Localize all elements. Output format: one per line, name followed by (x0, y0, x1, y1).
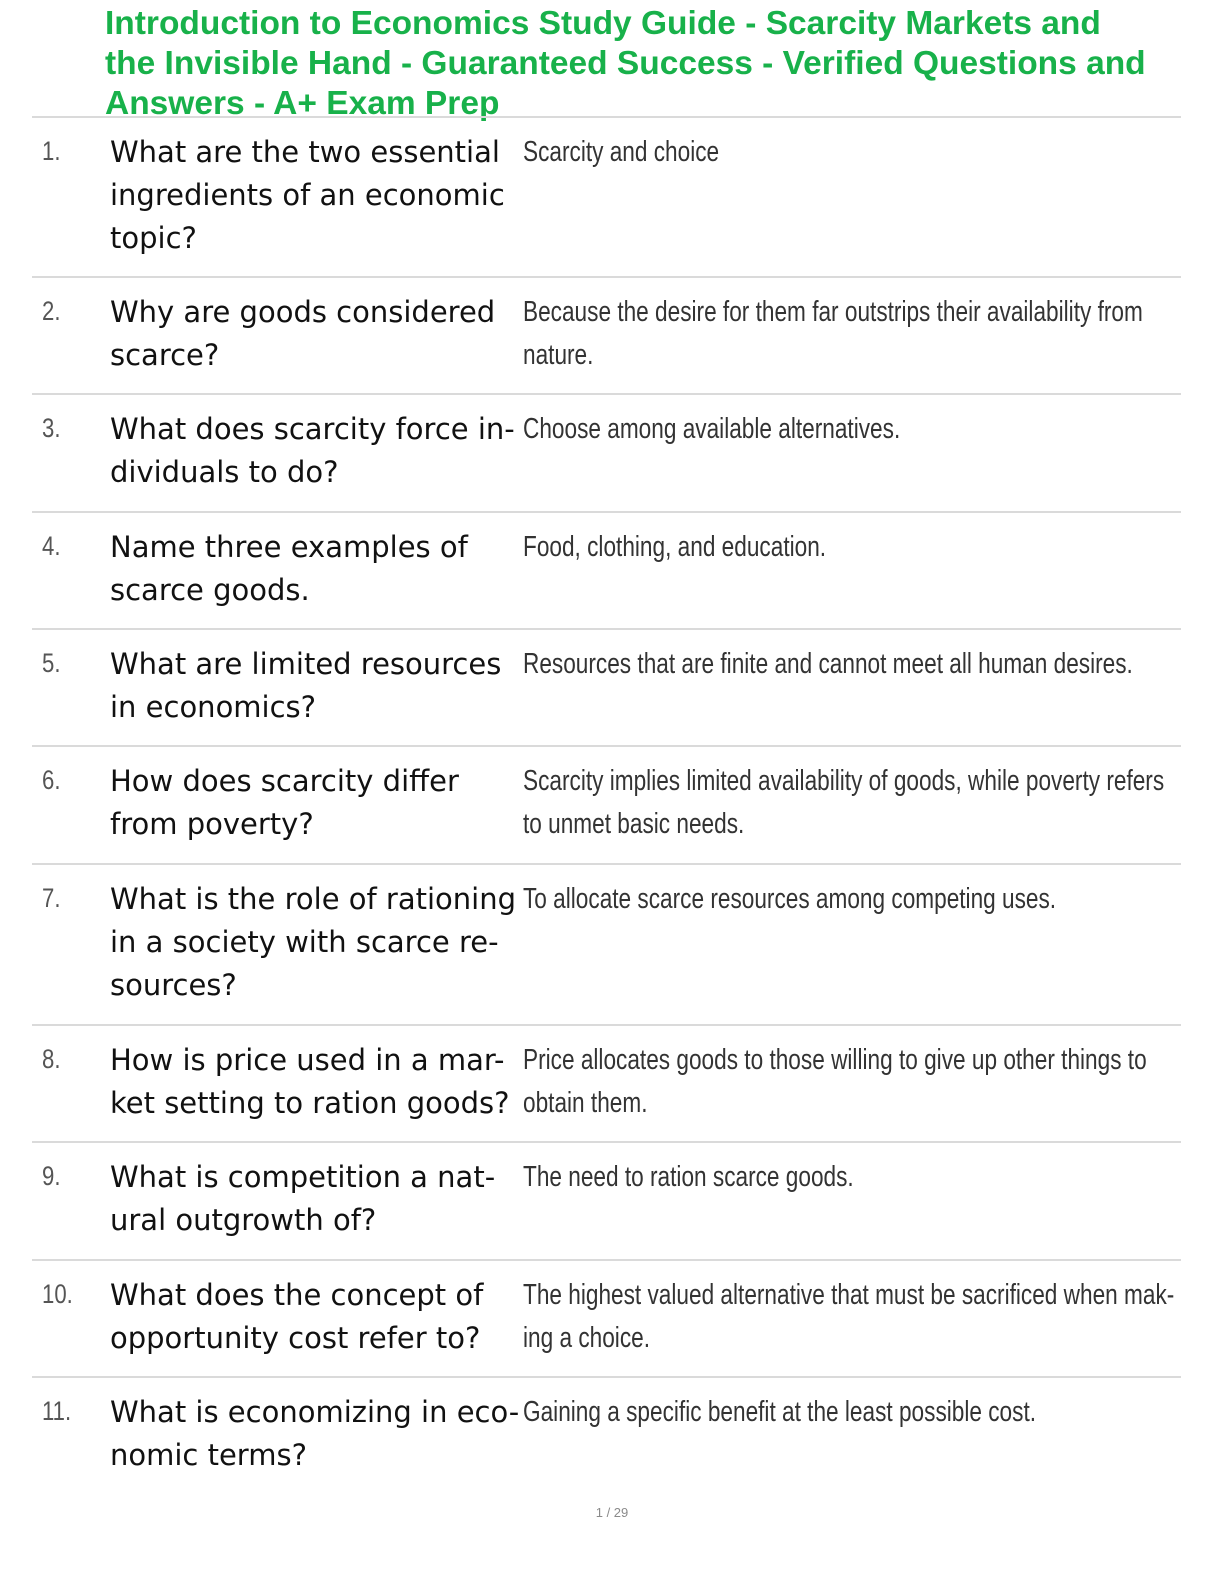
qa-row (32, 747, 1181, 865)
question-number: 10. (42, 1279, 73, 1309)
qa-row (32, 513, 1181, 630)
answer-text (523, 1039, 1147, 1125)
answer-text (523, 1156, 854, 1199)
question-number: 8. (42, 1044, 61, 1074)
answer-text (523, 408, 900, 451)
title-line: Answers - A+ Exam Prep (105, 85, 500, 122)
qa-row (32, 395, 1181, 513)
qa-row (32, 1378, 1181, 1495)
question-text (110, 760, 530, 846)
question-line: ket setting to ration goods? (110, 1086, 510, 1120)
page-indicator: 1 / 29 (595, 1505, 629, 1520)
answer-line: nature. (523, 339, 594, 371)
question-line: What is the role of rationing (110, 882, 517, 916)
question-line: Why are goods considered (110, 295, 496, 329)
answer-line: Scarcity implies limited availability of goods, while poverty refers (523, 765, 1165, 797)
answer-line: The highest valued alternative that must be sacrificed when mak- (523, 1279, 1175, 1311)
answer-text (523, 291, 1143, 377)
question-line: What is competition a nat- (110, 1160, 496, 1194)
question-line: topic? (110, 221, 197, 255)
answer-line: Scarcity and choice (523, 136, 720, 168)
question-line: What is economizing in eco- (110, 1395, 520, 1429)
question-text (110, 643, 530, 729)
question-text (110, 878, 530, 1007)
question-text (110, 1156, 530, 1242)
question-text (110, 1391, 530, 1477)
question-text (110, 291, 530, 377)
answer-text (523, 526, 826, 569)
answer-text (523, 1274, 1174, 1360)
question-line: What are the two essential (110, 135, 500, 169)
question-line: How is price used in a mar- (110, 1043, 505, 1077)
qa-row (32, 865, 1181, 1026)
answer-line: To allocate scarce resources among competing uses. (523, 883, 1057, 915)
qa-row (32, 278, 1181, 395)
question-text (110, 526, 530, 612)
question-line: scarce goods. (110, 573, 310, 607)
answer-line: Because the desire for them far outstrips their availability from (523, 296, 1143, 328)
qa-row (32, 1026, 1181, 1143)
question-line: from poverty? (110, 807, 314, 841)
question-line: ingredients of an economic (110, 178, 505, 212)
question-line: Name three examples of (110, 530, 468, 564)
answer-line: The need to ration scarce goods. (523, 1161, 854, 1193)
answer-text (523, 760, 1164, 846)
question-text (110, 1274, 530, 1360)
question-line: in economics? (110, 690, 317, 724)
answer-line: Price allocates goods to those willing to give up other things to (523, 1044, 1147, 1076)
question-line: sources? (110, 968, 237, 1002)
qa-row (32, 630, 1181, 747)
answer-line: ing a choice. (523, 1322, 651, 1354)
question-line: ural outgrowth of? (110, 1203, 377, 1237)
answer-line: Resources that are finite and cannot meet all human desires. (523, 648, 1133, 680)
qa-list (32, 118, 1181, 1495)
question-number: 2. (42, 296, 61, 326)
question-number: 5. (42, 648, 61, 678)
question-number: 6. (42, 765, 61, 795)
question-number: 7. (42, 883, 61, 913)
question-line: dividuals to do? (110, 455, 339, 489)
question-line: opportunity cost refer to? (110, 1321, 481, 1355)
question-line: in a society with scarce re- (110, 925, 499, 959)
answer-line: Food, clothing, and education. (523, 531, 827, 563)
qa-row (32, 1261, 1181, 1378)
question-number: 9. (42, 1161, 61, 1191)
question-line: scarce? (110, 338, 220, 372)
title-line: Introduction to Economics Study Guide - Scarcity Markets and (105, 5, 1101, 42)
question-line: What does scarcity force in- (110, 412, 515, 446)
answer-line: obtain them. (523, 1087, 648, 1119)
title-line: the Invisible Hand - Guaranteed Success - Verified Questions and (105, 45, 1146, 82)
answer-text (523, 131, 719, 174)
question-line: How does scarcity differ (110, 764, 459, 798)
answer-line: Gaining a specific benefit at the least possible cost. (523, 1396, 1037, 1428)
question-line: What are limited resources (110, 647, 502, 681)
question-number: 4. (42, 531, 61, 561)
question-number: 3. (42, 413, 61, 443)
qa-row (32, 1143, 1181, 1261)
answer-line: to unmet basic needs. (523, 808, 745, 840)
document-title (105, 4, 1220, 124)
answer-text (523, 1391, 1036, 1434)
question-number: 1. (42, 136, 61, 166)
answer-line: Choose among available alternatives. (523, 413, 901, 445)
answer-text (523, 878, 1056, 921)
qa-row (32, 118, 1181, 278)
question-text (110, 131, 530, 260)
question-number: 11. (42, 1396, 72, 1426)
question-line: nomic terms? (110, 1438, 307, 1472)
question-text (110, 408, 530, 494)
question-line: What does the concept of (110, 1278, 484, 1312)
answer-text (523, 643, 1133, 686)
question-text (110, 1039, 530, 1125)
